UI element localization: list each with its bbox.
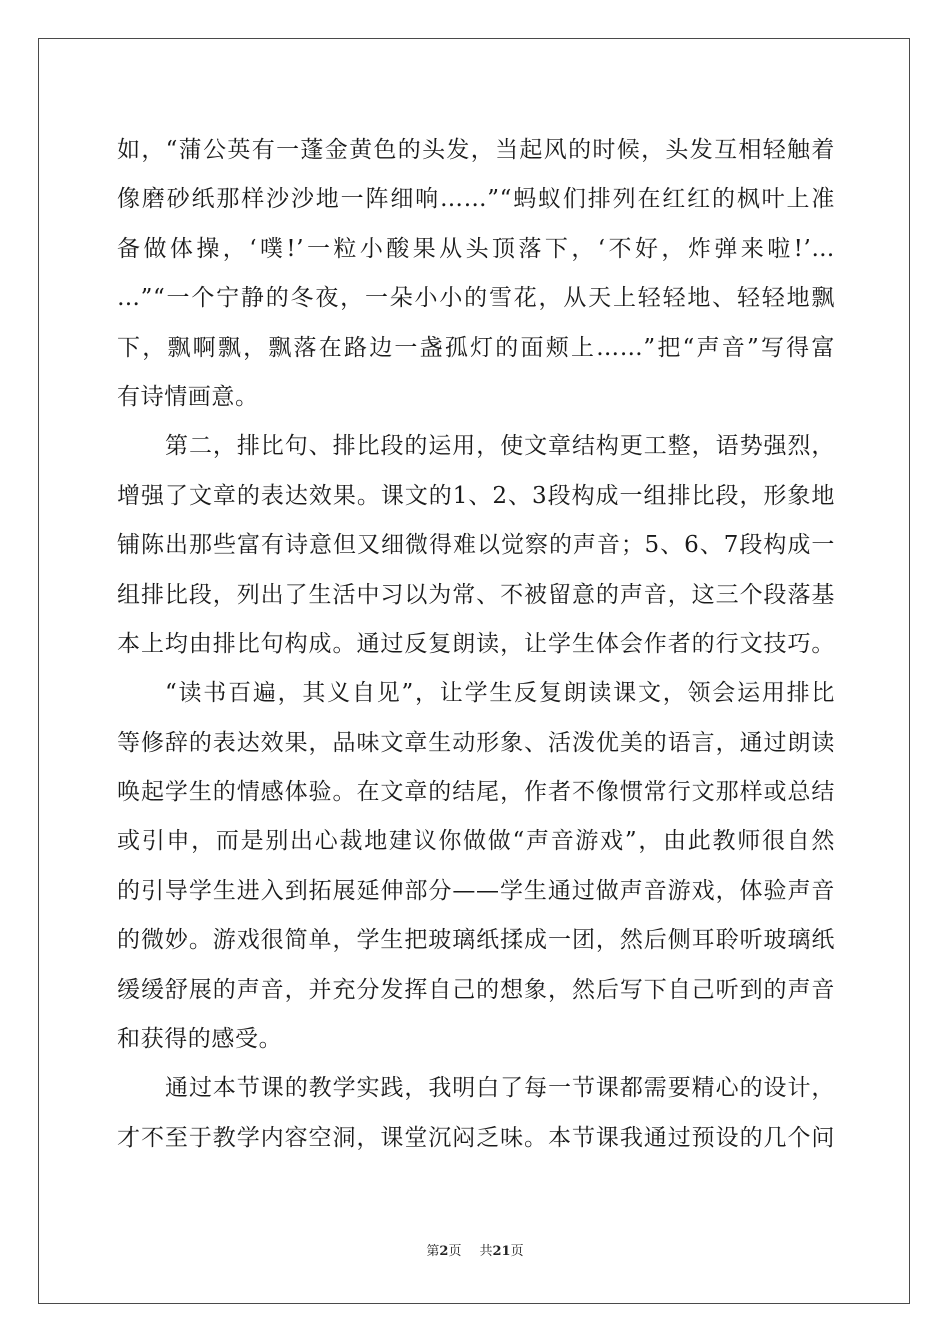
- total-suffix: 页: [510, 1244, 524, 1259]
- page-footer: [0, 1240, 950, 1259]
- text-line: 才不至于教学内容空洞，课堂沉闷乏味。本节课我通过预设的几个问: [117, 1124, 835, 1151]
- paragraph-start-line: 通过本节课的教学实践，我明白了每一节课都需要精心的设计，: [165, 1075, 835, 1102]
- text-line: 或引申，而是别出心裁地建议你做做“声音游戏”，由此教师很自然: [117, 828, 835, 855]
- text-line: 唤起学生的情感体验。在文章的结尾，作者不像惯常行文那样或总结: [117, 779, 835, 806]
- document-body: [117, 126, 835, 1163]
- text-line: 等修辞的表达效果，品味文章生动形象、活泼优美的语言，通过朗读: [117, 729, 835, 756]
- text-line: 下，飘啊飘，飘落在路边一盏孤灯的面颊上……”把“声音”写得富: [117, 334, 835, 361]
- text-line: 缓缓舒展的声音，并充分发挥自己的想象，然后写下自己听到的声音: [117, 976, 835, 1003]
- current-page-number: 2: [439, 1244, 449, 1259]
- text-line: 本上均由排比句构成。通过反复朗读，让学生体会作者的行文技巧。: [117, 630, 835, 657]
- text-line: 的引导学生进入到拓展延伸部分——学生通过做声音游戏，体验声音: [117, 877, 835, 904]
- paragraph-start-line: “读书百遍，其义自见”，让学生反复朗读课文，领会运用排比: [165, 680, 835, 707]
- page-suffix: 页: [448, 1244, 462, 1259]
- text-line: 如，“蒲公英有一蓬金黄色的头发，当起风的时候，头发互相轻触着: [117, 137, 835, 163]
- text-line: 和获得的感受。: [117, 1026, 283, 1053]
- text-line: 有诗情画意。: [117, 383, 259, 410]
- text-line: 组排比段，列出了生活中习以为常、不被留意的声音，这三个段落基: [117, 581, 835, 608]
- text-line: 铺陈出那些富有诗意但又细微得难以觉察的声音；5、6、7段构成一: [117, 532, 835, 559]
- text-line: 备做体操，‘噗!’一粒小酸果从头顶落下，‘不好，炸弹来啦!’…: [117, 235, 835, 262]
- text-line: 增强了文章的表达效果。课文的1、2、3段构成一组排比段，形象地: [117, 482, 835, 509]
- total-prefix: 共: [479, 1244, 493, 1259]
- paragraph-start-line: 第二，排比句、排比段的运用，使文章结构更工整，语势强烈，: [165, 433, 835, 460]
- text-line: 像磨砂纸那样沙沙地一阵细响……”“蚂蚁们排列在红红的枫叶上准: [117, 186, 835, 213]
- text-line: 的微妙。游戏很简单，学生把玻璃纸揉成一团，然后侧耳聆听玻璃纸: [117, 927, 835, 954]
- text-line: …”“一个宁静的冬夜，一朵小小的雪花，从天上轻轻地、轻轻地飘: [117, 285, 835, 312]
- total-page-count: 21: [492, 1244, 511, 1259]
- page-prefix: 第: [426, 1244, 440, 1259]
